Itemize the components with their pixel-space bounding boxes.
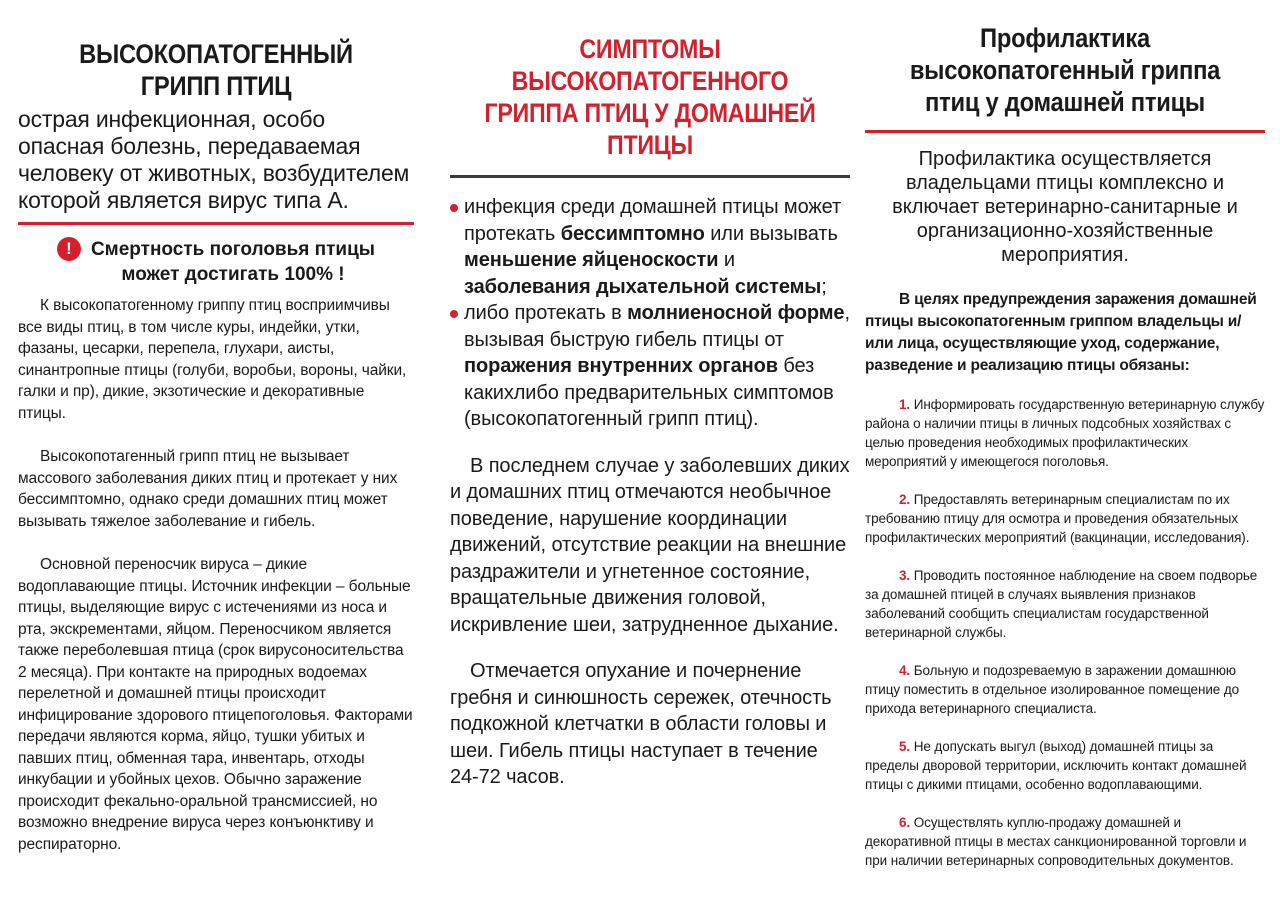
list-item: инфекция среди домашней птицы может протекать бессимптомно или вызывать меньшение яйценоскости и заболевания дыхательной системы; bbox=[450, 194, 850, 300]
column-avian-flu-definition bbox=[18, 0, 414, 855]
obligations-list bbox=[865, 395, 1265, 870]
divider bbox=[865, 130, 1265, 133]
column-prevention bbox=[865, 0, 1265, 870]
virus-carrier-text: Основной переносчик вируса – дикие водоплавающие птицы. Источник инфекции – больные птицы, выделяющие вирус с истечениями из носа и рта, экскрементами, яйцом. Переносчиком является также переболевшая птица (срок вирусоносительства 2 месяца). При контакте на природных водоемах перелетной и домашней птицы происходит инфицирование здорового птицепоголовья. Факторами передачи являются корма, яйцо, тушки убитых и павших птиц, обменная тара, инвентарь, отходы инкубации и убойных цехов. Обычно заражение происходит фекально-оральной трансмиссией, но возможно внедрение вируса через конъюнктиву и респираторно. bbox=[18, 556, 413, 853]
list-item: 5. Не допускать выгул (выход) домашней птицы за пределы дворовой территории, исключить контакт домашней птицы с дикими птицами, особенно водоплавающими. bbox=[865, 739, 1247, 792]
symptom-list bbox=[450, 194, 850, 433]
list-item: 1. Информировать государственную ветеринарную службу района о наличии птицы в личных подсобных хозяйствах с целью проведения необходимых профилактических мероприятий у имеющегося поголовья. bbox=[865, 397, 1265, 469]
list-item: 3. Проводить постоянное наблюдение на своем подворье за домашней птицей в случаях выявления признаков заболеваний сообщить специалистам государственной ветеринарной службы. bbox=[865, 568, 1258, 640]
mortality-warning: ! Смертность поголовья птицы может достигать 100% ! bbox=[18, 237, 414, 287]
unusual-behavior-text: В последнем случае у заболевших диких и домашних птиц отмечаются необычное поведение, нарушение координации движений, отсутствие реакции на внешние раздражители и угнетенное состояние, вращательные движения головой, искривление шеи, затрудненное дыхание. bbox=[450, 454, 850, 636]
prevention-intro: Профилактика осуществляется владельцами птицы комплексно и включает ветеринарно-санитарные и организационно-хозяйственные мероприятия. bbox=[892, 148, 1238, 266]
list-item: 6. Осуществлять куплю-продажу домашней и декоративной птицы в местах санкционированной торговли и при наличии ветеринарных сопроводительных документов. bbox=[865, 815, 1247, 868]
column-symptoms bbox=[450, 0, 850, 791]
exclamation-icon: ! bbox=[57, 237, 81, 261]
definition-text: острая инфекционная, особо опасная болезнь, передаваемая человеку от животных, возбудителем которой является вирус типа А. bbox=[18, 106, 410, 213]
susceptible-birds-text: К высокопатогенному гриппу птиц восприимчивы все виды птиц, в том числе куры, индейки, утки, фазаны, цесарки, перепела, глухари, аисты, синантропные птицы (голуби, воробьи, вороны, чайки, галки и пр), дикие, экзотические и декоративные птицы. bbox=[18, 297, 407, 422]
divider bbox=[450, 175, 850, 178]
list-item: либо протекать в молниеносной форме, вызывая быструю гибель птицы от поражения внутренних органов без какихлибо предварительных симптомов (высокопатогенный грипп птиц). bbox=[450, 300, 850, 433]
swelling-text: Отмечается опухание и почернение гребня и синюшность сережек, отечность подкожной клетчатки в области головы и шеи. Гибель птицы наступает в течение 24-72 часов. bbox=[450, 660, 832, 788]
section-title-avian-flu: ВЫСОКОПАТОГЕННЫЙ ГРИПП ПТИЦ bbox=[79, 39, 353, 101]
divider bbox=[18, 222, 414, 225]
list-item: 2. Предоставлять ветеринарным специалистам по их требованию птицу для осмотра и проведения обязательных профилактических мероприятий (вакцинации, исследования). bbox=[865, 492, 1250, 545]
wild-birds-text: Высокопотагенный грипп птиц не вызывает массового заболевания диких птиц и протекает у них бессимптомно, однако среди домашних птиц может вызывать тяжелое заболевание и гибель. bbox=[18, 448, 398, 530]
list-item: 4. Больную и подозреваемую в заражении домашнюю птицу поместить в отдельное изолированное помещение до прихода ветеринарного специалиста. bbox=[865, 663, 1239, 716]
owner-obligations-heading: В целях предупреждения заражения домашней птицы высокопатогенным гриппом владельцы и/или лица, осуществляющие уход, содержание, разведение и реализацию птицы обязаны: bbox=[865, 291, 1257, 374]
section-title-symptoms: СИМПТОМЫ ВЫСОКОПАТОГЕННОГО ГРИППА ПТИЦ У ДОМАШНЕЙ ПТИЦЫ bbox=[484, 34, 816, 160]
section-title-prevention: Профилактика высокопатогенный гриппа птиц у домашней птицы bbox=[909, 23, 1221, 117]
